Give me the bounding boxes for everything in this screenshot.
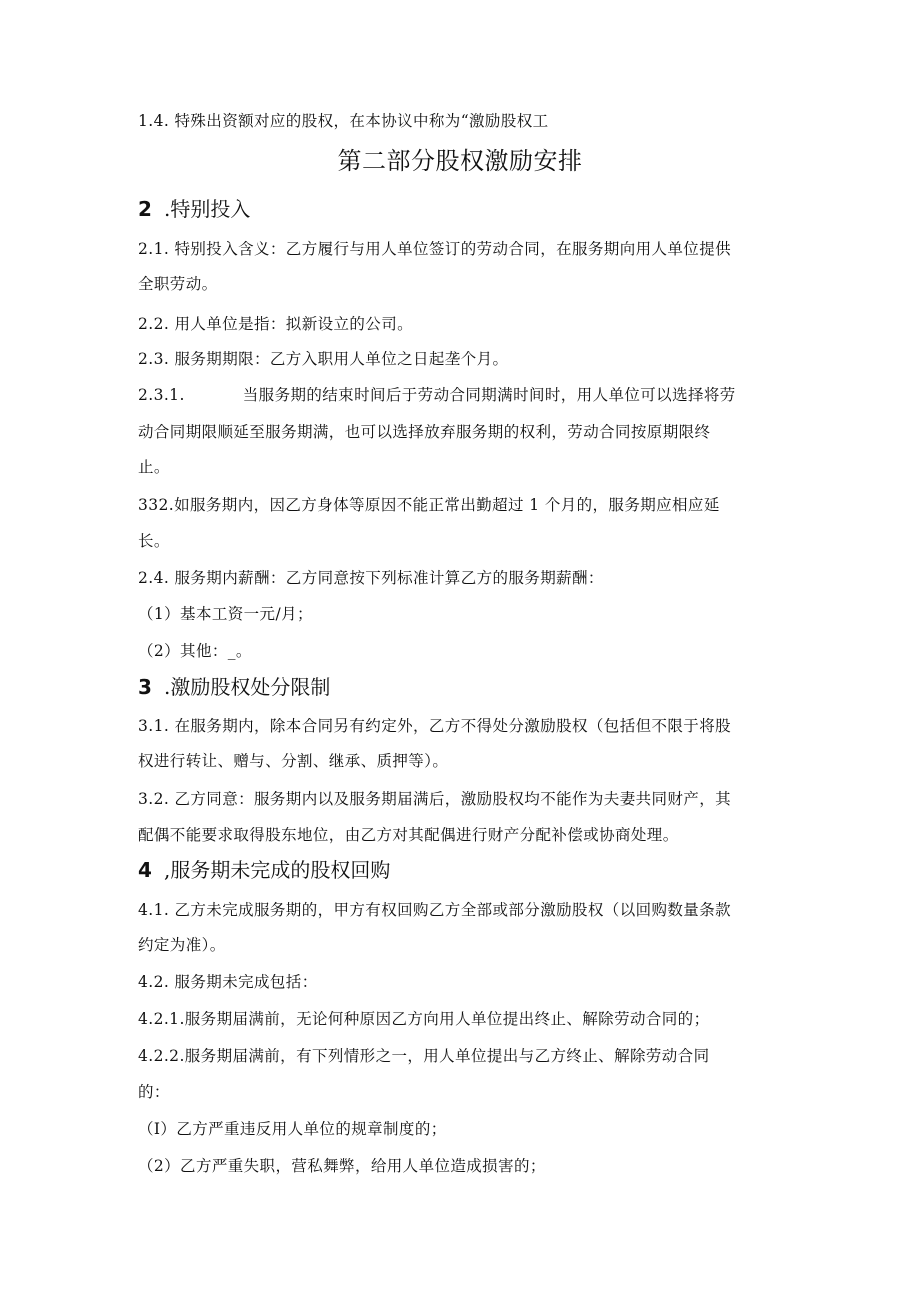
paragraph-2-3-1	[138, 384, 798, 406]
paragraph-4-2: 4.2. 服务期未完成包括：	[138, 973, 318, 991]
paragraph-4-1-cont: 约定为准）。	[138, 936, 226, 954]
paragraph-3-1: 3.1. 在服务期内，除本合同另有约定外，乙方不得处分激励股权（包括但不限于将股	[138, 717, 732, 735]
paragraph-2-1: 2.1. 特别投入含义：乙方履行与用人单位签订的劳动合同，在服务期向用人单位提供	[138, 240, 732, 258]
paragraph-2-3-1-number: 2.3.1.	[138, 386, 185, 404]
heading-3-text: .激励股权处分限制	[164, 675, 331, 699]
heading-2-text: .特别投入	[164, 197, 251, 221]
paragraph-3-2: 3.2. 乙方同意：服务期内以及服务期届满后，激励股权均不能作为夫妻共同财产，其	[138, 790, 732, 808]
paragraph-2-4: 2.4. 服务期内薪酬：乙方同意按下列标准计算乙方的服务期薪酬：	[138, 569, 604, 587]
paragraph-3-3-2-cont: 长。	[138, 532, 170, 550]
paragraph-2-2: 2.2. 用人单位是指：拟新设立的公司。	[138, 315, 414, 333]
heading-3	[138, 673, 798, 701]
heading-4-text: ,服务期未完成的股权回购	[164, 858, 391, 882]
paragraph-3-1-cont: 权进行转让、赠与、分割、继承、质押等）。	[138, 752, 449, 770]
paragraph-2-3: 2.3. 服务期期限：乙方入职用人单位之日起垄个月。	[138, 350, 509, 368]
paragraph-2-4-item-1: （1）基本工资一元/月；	[138, 605, 313, 623]
heading-2-number: 2	[138, 197, 152, 221]
heading-4	[138, 856, 798, 884]
section-title: 第二部分股权激励安排	[337, 147, 583, 175]
heading-2	[138, 195, 798, 223]
paragraph-4-2-2: 4.2.2.服务期届满前，有下列情形之一，用人单位提出与乙方终止、解除劳动合同	[138, 1047, 710, 1065]
paragraph-4-2-2-item-1: （I）乙方严重违反用人单位的规章制度的；	[138, 1120, 447, 1138]
paragraph-4-1: 4.1. 乙方未完成服务期的，甲方有权回购乙方全部或部分激励股权（以回购数量条款	[138, 901, 732, 919]
paragraph-1-4: 1.4. 特殊出资额对应的股权，在本协议中称为“激励股权工	[138, 112, 549, 130]
paragraph-2-3-1-text: 当服务期的结束时间后于劳动合同期满时间时，用人单位可以选择将劳	[242, 386, 736, 404]
paragraph-4-2-1: 4.2.1.服务期届满前，无论何种原因乙方向用人单位提出终止、解除劳动合同的；	[138, 1010, 710, 1028]
paragraph-4-2-2-item-2: （2）乙方严重失职，营私舞弊，给用人单位造成损害的；	[138, 1157, 546, 1175]
paragraph-3-2-cont: 配偶不能要求取得股东地位，由乙方对其配偶进行财产分配补偿或协商处理。	[138, 826, 679, 844]
heading-4-number: 4	[138, 858, 152, 882]
paragraph-4-2-2-cont: 的：	[138, 1083, 170, 1101]
paragraph-2-1-cont: 全职劳动。	[138, 275, 218, 293]
paragraph-3-3-2: 332.如服务期内，因乙方身体等原因不能正常出勤超过 1 个月的，服务期应相应延	[138, 496, 720, 514]
paragraph-2-3-1-end: 止。	[138, 458, 170, 476]
paragraph-2-4-item-2: （2）其他：_。	[138, 642, 252, 660]
paragraph-2-3-1-cont: 动合同期限顺延至服务期满，也可以选择放弃服务期的权利，劳动合同按原期限终	[138, 423, 711, 441]
heading-3-number: 3	[138, 675, 152, 699]
